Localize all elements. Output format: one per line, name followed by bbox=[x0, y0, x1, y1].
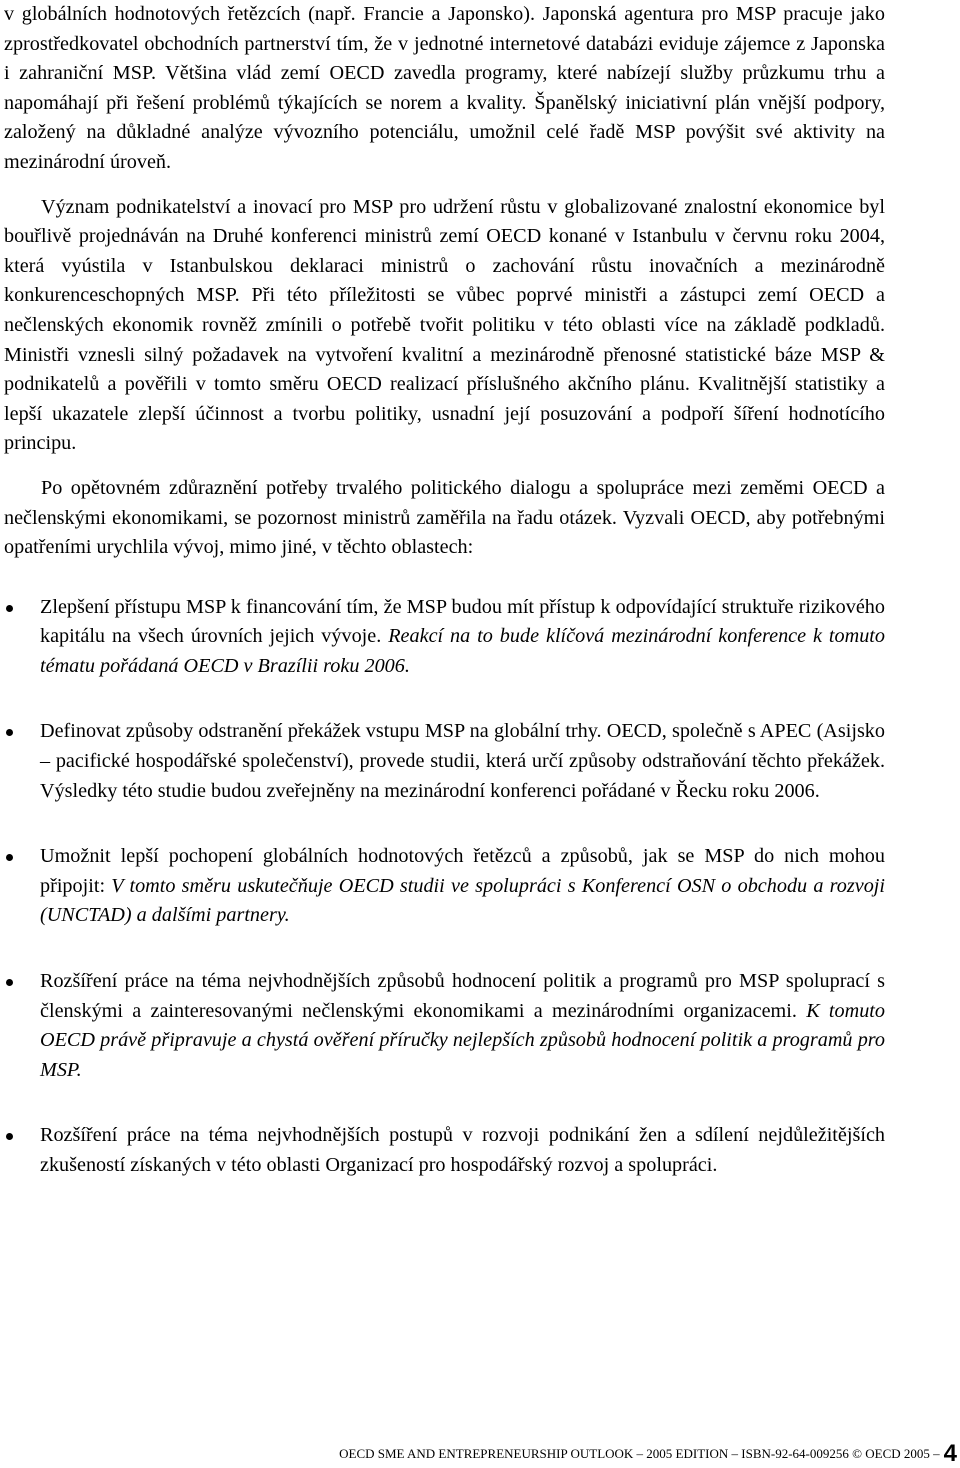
bullet-icon bbox=[6, 605, 13, 612]
list-item-text: Rozšíření práce na téma nejvhodnějších způsobů hodnocení politik a programů pro MSP spoluprací s členskými a zainteresovanými nečlenskými ekonomikami a mezinárodními organizacemi. bbox=[40, 970, 885, 1022]
paragraph-1: v globálních hodnotových řetězcích (např. Francie a Japonsko). Japonská agentura pro MSP pracuje jako zprostředkovatel obchodních partnerství tím, že v jednotné internetové databázi eviduje zájemce z Japonska i zahraniční MSP. Většina vlád zemí OECD zavedla programy, které nabízejí služby průzkumu trhu a napomáhají při řešení problémů týkajících se norem a kvality. Španělský iniciativní plán vnější podpory, založený na důkladné analýze vývozního potenciálu, umožnil celé řadě MSP povýšit své aktivity na mezinárodní úroveň. bbox=[4, 3, 885, 173]
bullet-icon bbox=[6, 854, 13, 861]
bullet-list bbox=[4, 593, 885, 1181]
page-footer bbox=[320, 1440, 957, 1468]
list-item bbox=[4, 717, 885, 806]
list-item-text: Umožnit lepší pochopení globálních hodnotových řetězců a způsobů, jak se MSP do nich mohou připojit: bbox=[40, 845, 885, 897]
bullet-icon bbox=[6, 979, 13, 986]
list-item-text: Definovat způsoby odstranění překážek vstupu MSP na globální trhy. OECD, společně s APEC (Asijsko – pacifické hospodářské společenství), provede studii, která určí způsoby odstraňování těchto překážek. Výsledky této studie budou zveřejněny na mezinárodní konferenci pořádané v Řecku roku 2006. bbox=[40, 720, 885, 802]
list-item-italic: Reakcí na to bude klíčová mezinárodní konference k tomuto tématu pořádaná OECD v Brazílii roku 2006. bbox=[40, 625, 886, 677]
list-item-italic: K tomuto OECD právě připravuje a chystá ověření příručky nejlepších způsobů hodnocení politik a programů pro MSP. bbox=[40, 999, 886, 1081]
paragraph-3: Po opětovném zdůraznění potřeby trvalého politického dialogu a spolupráce mezi zeměmi OECD a nečlenskými ekonomikami, se pozornost ministrů zaměřila na řadu otázek. Vyzvali OECD, aby potřebnými opatřeními urychlila vývoj, mimo jiné, v těchto oblastech: bbox=[4, 476, 885, 559]
page-number: 4 bbox=[943, 1440, 957, 1467]
list-item bbox=[4, 967, 885, 1085]
document-body bbox=[4, 0, 885, 1217]
paragraph-2: Význam podnikatelství a inovací pro MSP pro udržení růstu v globalizované znalostní ekonomice byl bouřlivě projednáván na Druhé konferenci ministrů zemí OECD konané v Istanbulu v červnu roku 2004, která vyústila v Istanbulskou deklaraci ministrů o zachování růstu inovačních a mezinárodně konkurenceschopných MSP. Při této příležitosti se vůbec poprvé ministři a zástupci zemí OECD a nečlenských ekonomik rovněž zmínili o potřebě tvořit politiku v této oblasti více na základě podkladů. Ministři vznesli silný požadavek na vytvoření kvalitní a mezinárodně přenosné statistické báze MSP & podnikatelů a pověřili v tomto směru OECD realizací příslušného akčního plánu. Kvalitnější statistiky a lepší ukazatele zlepší účinnost a tvorbu politiky, usnadní její posuzování a podpoří šíření hodnotícího principu. bbox=[4, 195, 885, 455]
list-item bbox=[4, 593, 885, 682]
list-item-text: Zlepšení přístupu MSP k financování tím, že MSP budou mít přístup k odpovídající struktuře rizikového kapitálu na všech úrovních jejich vývoje. bbox=[40, 595, 885, 648]
list-item-text: Rozšíření práce na téma nejvhodnějších postupů v rozvoji podnikání žen a sdílení nejdůležitějších zkušeností získaných v této oblasti Organizací pro hospodářský rozvoj a spolupráci. bbox=[40, 1124, 885, 1176]
list-item bbox=[4, 842, 885, 931]
footer-text: OECD SME AND ENTREPRENEURSHIP OUTLOOK – 2005 EDITION – ISBN-92-64-009256 © OECD 2005 – bbox=[339, 1446, 940, 1461]
list-item bbox=[4, 1121, 885, 1180]
list-item-italic: V tomto směru uskutečňuje OECD studii ve spolupráci s Konferencí OSN o obchodu a rozvoji (UNCTAD) a dalšími partnery. bbox=[40, 874, 885, 927]
bullet-icon bbox=[6, 1133, 13, 1140]
bullet-icon bbox=[6, 729, 13, 736]
